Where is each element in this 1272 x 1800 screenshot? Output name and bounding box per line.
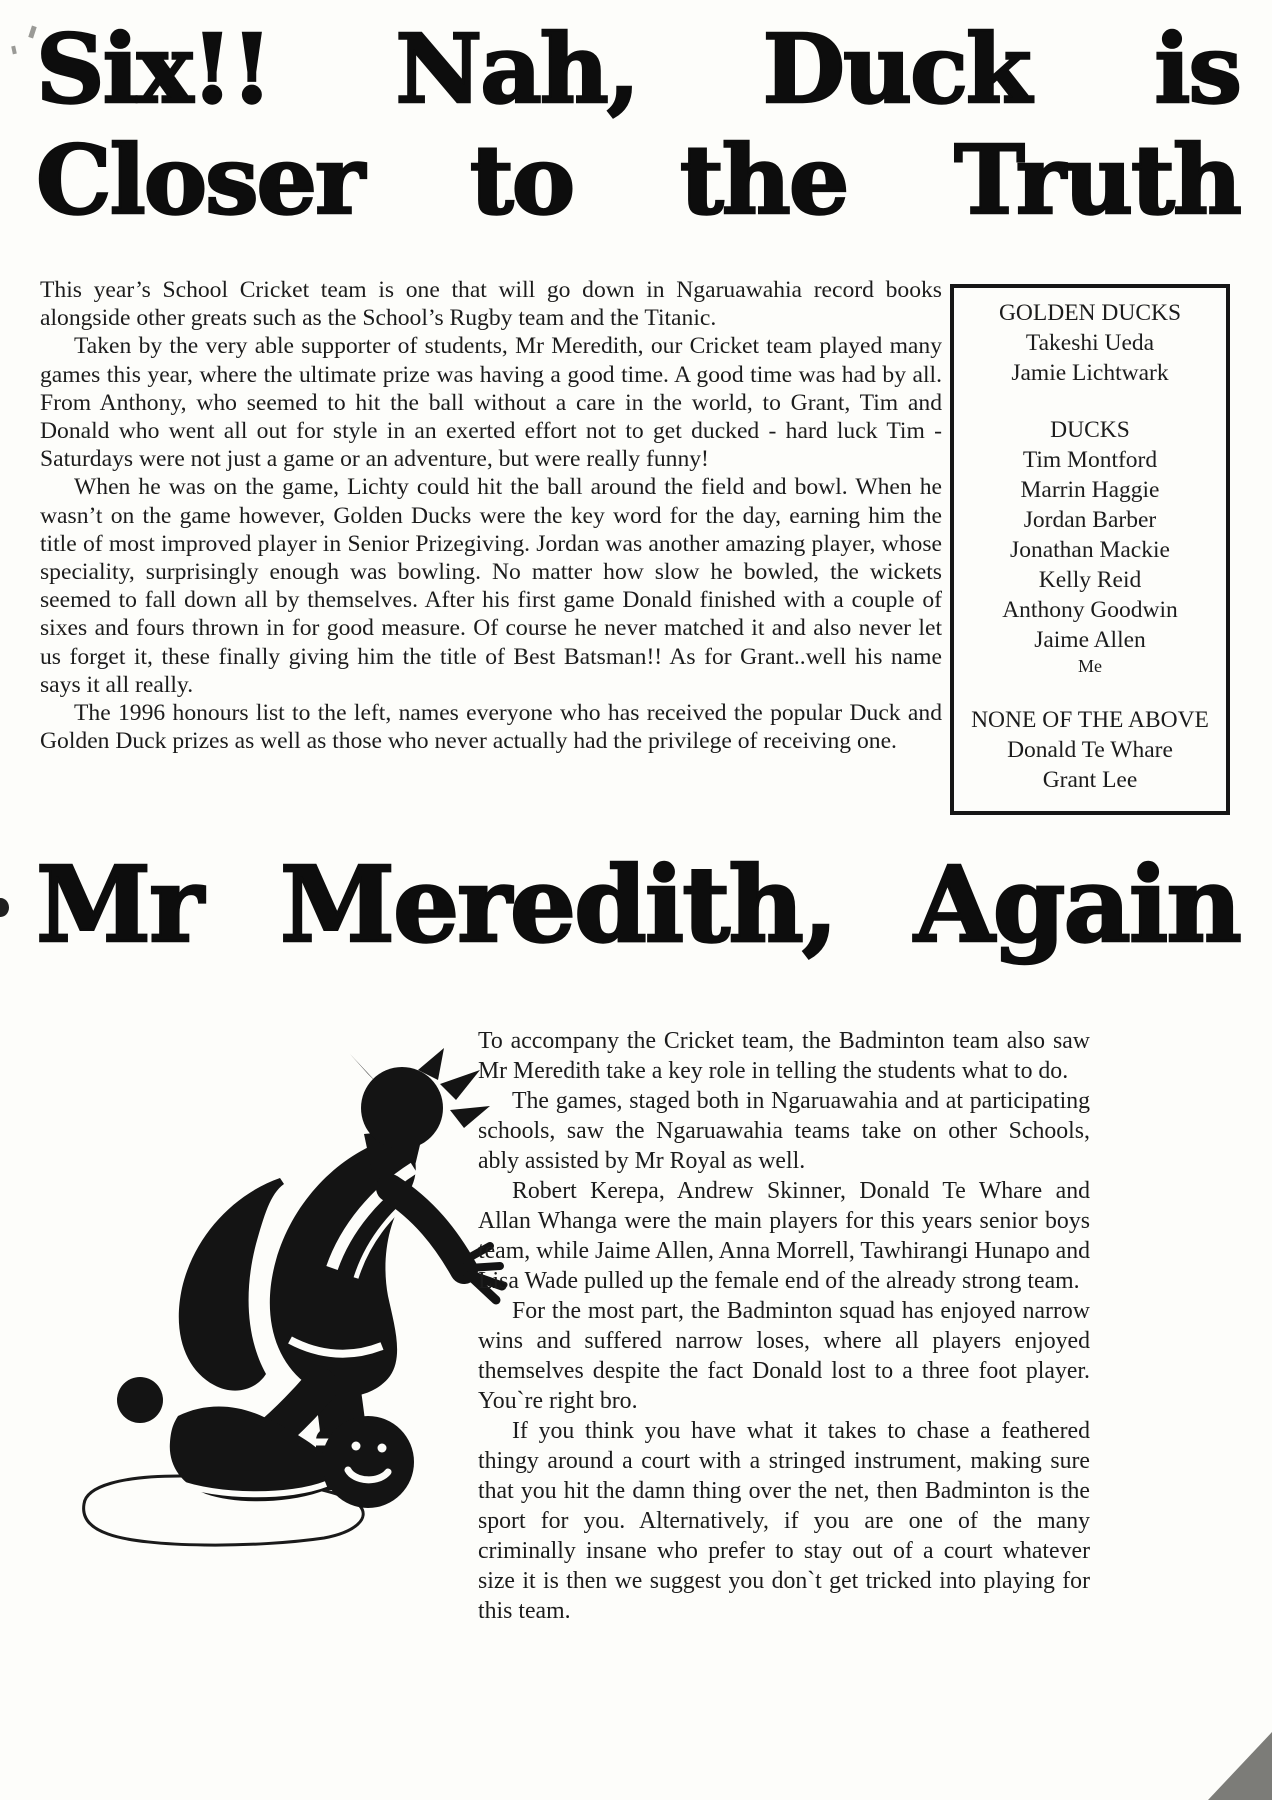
paragraph: The games, staged both in Ngaruawahia and at participating schools, saw the Ngaruawahia teams take on other Schools, ably assisted by Mr Royal as well. bbox=[478, 1088, 1090, 1174]
page-corner-mark bbox=[1208, 1732, 1272, 1800]
section-title: GOLDEN DUCKS bbox=[998, 300, 1182, 326]
paragraph: For the most part, the Badminton squad has enjoyed narrow wins and suffered narrow loses, where all players enjoyed themselves despite the fact Donald lost to a three foot player. You`re right bro. bbox=[478, 1298, 1090, 1414]
headline-badminton bbox=[36, 843, 1240, 966]
headline-cricket bbox=[36, 14, 1240, 236]
golden-ducks-section bbox=[956, 298, 1224, 388]
player-name: Donald Te Whare bbox=[1007, 737, 1173, 763]
section-title: DUCKS bbox=[1050, 417, 1130, 443]
headline-line: Mr Meredith, Again bbox=[36, 843, 1240, 966]
headline-line: Six!! Nah, Duck is bbox=[36, 14, 1240, 125]
player-name: Tim Montford bbox=[1022, 447, 1158, 473]
badminton-article bbox=[478, 1026, 1090, 1626]
bowler-silhouette-illustration bbox=[28, 1038, 510, 1583]
head-shape bbox=[361, 1067, 443, 1149]
section-title: NONE OF THE ABOVE bbox=[971, 707, 1209, 733]
none-of-the-above-section bbox=[956, 705, 1224, 795]
player-name: Kelly Reid bbox=[1038, 567, 1142, 593]
scan-artifact-dot bbox=[0, 898, 9, 917]
ball-shape bbox=[322, 1416, 414, 1508]
player-name: Jonathan Mackie bbox=[1010, 537, 1170, 563]
scan-speck bbox=[11, 46, 17, 55]
player-name: Jamie Lichtwark bbox=[1011, 360, 1169, 386]
cricket-article bbox=[40, 276, 942, 755]
paragraph: If you think you have what it takes to chase a feathered thingy around a court with a stringed instrument, making sure that you hit the damn thing over the net, then Badminton is the sport for you. Alternatively, if you are one of the many criminally insane who prefer to stay out of a court whatever size it is then we suggest you don`t get tricked into playing for this team. bbox=[478, 1418, 1090, 1624]
paragraph: This year’s School Cricket team is one that will go down in Ngaruawahia record books alongside other greats such as the School’s Rugby team and the Titanic. bbox=[40, 277, 942, 332]
paragraph: Taken by the very able supporter of students, Mr Meredith, our Cricket team played many games this year, where the ultimate prize was having a good time. A good time was had by all. From Anthony, who seemed to hit the ball without a care in the world, to Grant, Tim and Donald who went all out for style in an exerted effort not to get ducked - hard luck Tim - Saturdays were not just a game or an adventure, but were really funny! bbox=[40, 333, 942, 473]
player-name: Grant Lee bbox=[1042, 767, 1138, 793]
paragraph: The 1996 honours list to the left, names everyone who has received the popular Duck and Golden Duck prizes as well as those who never actually had the privilege of receiving one. bbox=[40, 700, 942, 755]
headline-line: Closer to the Truth bbox=[36, 125, 1240, 236]
player-name: Anthony Goodwin bbox=[1002, 597, 1178, 623]
paragraph: Robert Kerepa, Andrew Skinner, Donald Te Whare and Allan Whanga were the main players for this years senior boys team, while Jaime Allen, Anna Morrell, Tawhirangi Hunapo and Lisa Wade pulled up the female end of the already strong team. bbox=[478, 1178, 1090, 1294]
bag-shape bbox=[179, 1178, 284, 1391]
ducks-section bbox=[956, 415, 1224, 678]
player-name: Me bbox=[1078, 656, 1102, 676]
paragraph: When he was on the game, Lichty could hit the ball around the field and bowl. When he wasn’t on the game however, Golden Ducks were the key word for the day, earning him the title of most improved player in Senior Prizegiving. Jordan was another amazing player, whose speciality, surprisingly enough was bowling. No matter how slow he bowled, the wickets seemed to fall down all by themselves. After his first game Donald finished with a couple of sixes and fours thrown in for good measure. Of course he never matched it and also never let us forget it, these finally giving him the title of Best Batsman!! As for Grant..well his name says it all really. bbox=[40, 474, 942, 698]
player-name: Jordan Barber bbox=[1023, 507, 1157, 533]
small-ball-shape bbox=[117, 1377, 163, 1423]
player-name: Takeshi Ueda bbox=[1025, 330, 1155, 356]
player-name: Jaime Allen bbox=[1034, 627, 1146, 653]
honours-box bbox=[950, 284, 1230, 815]
player-name: Marrin Haggie bbox=[1020, 477, 1160, 503]
paragraph: To accompany the Cricket team, the Badminton team also saw Mr Meredith take a key role in telling the students what to do. bbox=[478, 1028, 1090, 1084]
